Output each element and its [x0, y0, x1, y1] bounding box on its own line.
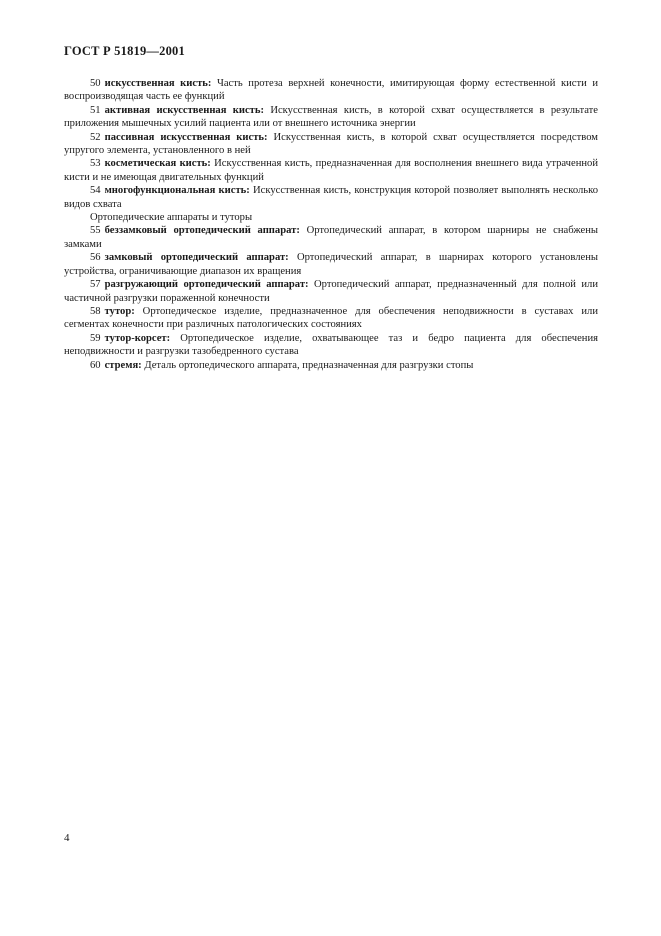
entry-number: 60 — [90, 359, 101, 371]
entry-term: активная искусственная кисть: — [104, 104, 265, 116]
entry-term: пассивная искусственная кисть: — [104, 131, 268, 143]
entry-definition: Ортопедический аппарат, в котором шарниры не снабжены замками — [64, 225, 599, 250]
definition-entry-56 — [64, 251, 598, 278]
entry-number: 50 — [90, 78, 101, 89]
document-header: ГОСТ Р 51819—2001 — [64, 44, 185, 58]
definition-entry-59 — [64, 332, 598, 359]
entry-term: беззамковый ортопедический аппарат: — [104, 225, 300, 237]
entry-number: 57 — [90, 279, 101, 291]
entry-number: 59 — [90, 332, 101, 344]
page-number: 4 — [64, 832, 70, 844]
section-subheading: Ортопедические аппараты и туторы — [90, 212, 253, 224]
definition-entry-55 — [64, 224, 598, 251]
entry-term: стремя: — [104, 359, 142, 371]
entry-definition: Часть протеза верхней конечности, имитирующая форму естественной кисти и воспроизводящая часть ее функций — [64, 78, 598, 103]
entry-definition: Искусственная кисть, конструкция которой позволяет выполнять несколько видов схвата — [64, 185, 598, 210]
entry-number: 53 — [90, 158, 101, 170]
entry-number: 58 — [90, 305, 101, 317]
entry-number: 56 — [90, 252, 101, 264]
entry-definition: Искусственная кисть, в которой схват осуществляется посредством упругого элемента, установленного в ней — [64, 131, 598, 157]
entry-term: замковый ортопедический аппарат: — [104, 252, 289, 264]
entry-definition: Ортопедический аппарат, в шарнирах которого установлены устройства, ограничивающие диапазон их вращения — [64, 252, 598, 277]
definition-entry-54 — [64, 184, 598, 211]
entry-number: 54 — [90, 185, 101, 197]
entry-definition: Искусственная кисть, предназначенная для восполнения внешнего вида утраченной кисти и не имеющая двигательных функций — [64, 158, 598, 183]
definition-entry-60 — [64, 359, 598, 372]
entry-definition: Искусственная кисть, в которой схват осуществляется в результате приложения мышечных усилий пациента или от внешнего источника энергии — [64, 104, 598, 130]
entry-term: тутор: — [104, 305, 135, 317]
definition-entry-50 — [64, 77, 598, 104]
entry-term: разгружающий ортопедический аппарат: — [104, 279, 309, 291]
definition-entry-53 — [64, 157, 598, 184]
entry-number: 52 — [90, 131, 101, 143]
definition-entry-58 — [64, 305, 598, 332]
entry-term: косметическая кисть: — [104, 158, 211, 170]
entry-term: многофункциональная кисть: — [104, 185, 250, 197]
entry-definition: Ортопедический аппарат, предназначенный для полной или частичной разгрузки пораженной конечности — [64, 279, 598, 304]
definition-entry-57 — [64, 278, 598, 305]
entry-term: искусственная кисть: — [104, 78, 212, 89]
entry-definition: Ортопедическое изделие, охватывающее таз и бедро пациента для обеспечения неподвижности и разгрузки тазобедренного сустава — [64, 332, 598, 358]
entry-definition: Деталь ортопедического аппарата, предназначенная для разгрузки стопы — [141, 359, 474, 371]
entry-term: тутор-корсет: — [104, 332, 171, 344]
entry-number: 55 — [90, 225, 101, 237]
definition-entry-52 — [64, 131, 598, 158]
entry-definition: Ортопедическое изделие, предназначенное для обеспечения неподвижности в суставах или сегментах конечности при различных патологических состояниях — [64, 305, 598, 331]
document-body — [64, 77, 598, 372]
entry-number: 51 — [90, 104, 101, 116]
definition-entry-51 — [64, 104, 598, 131]
